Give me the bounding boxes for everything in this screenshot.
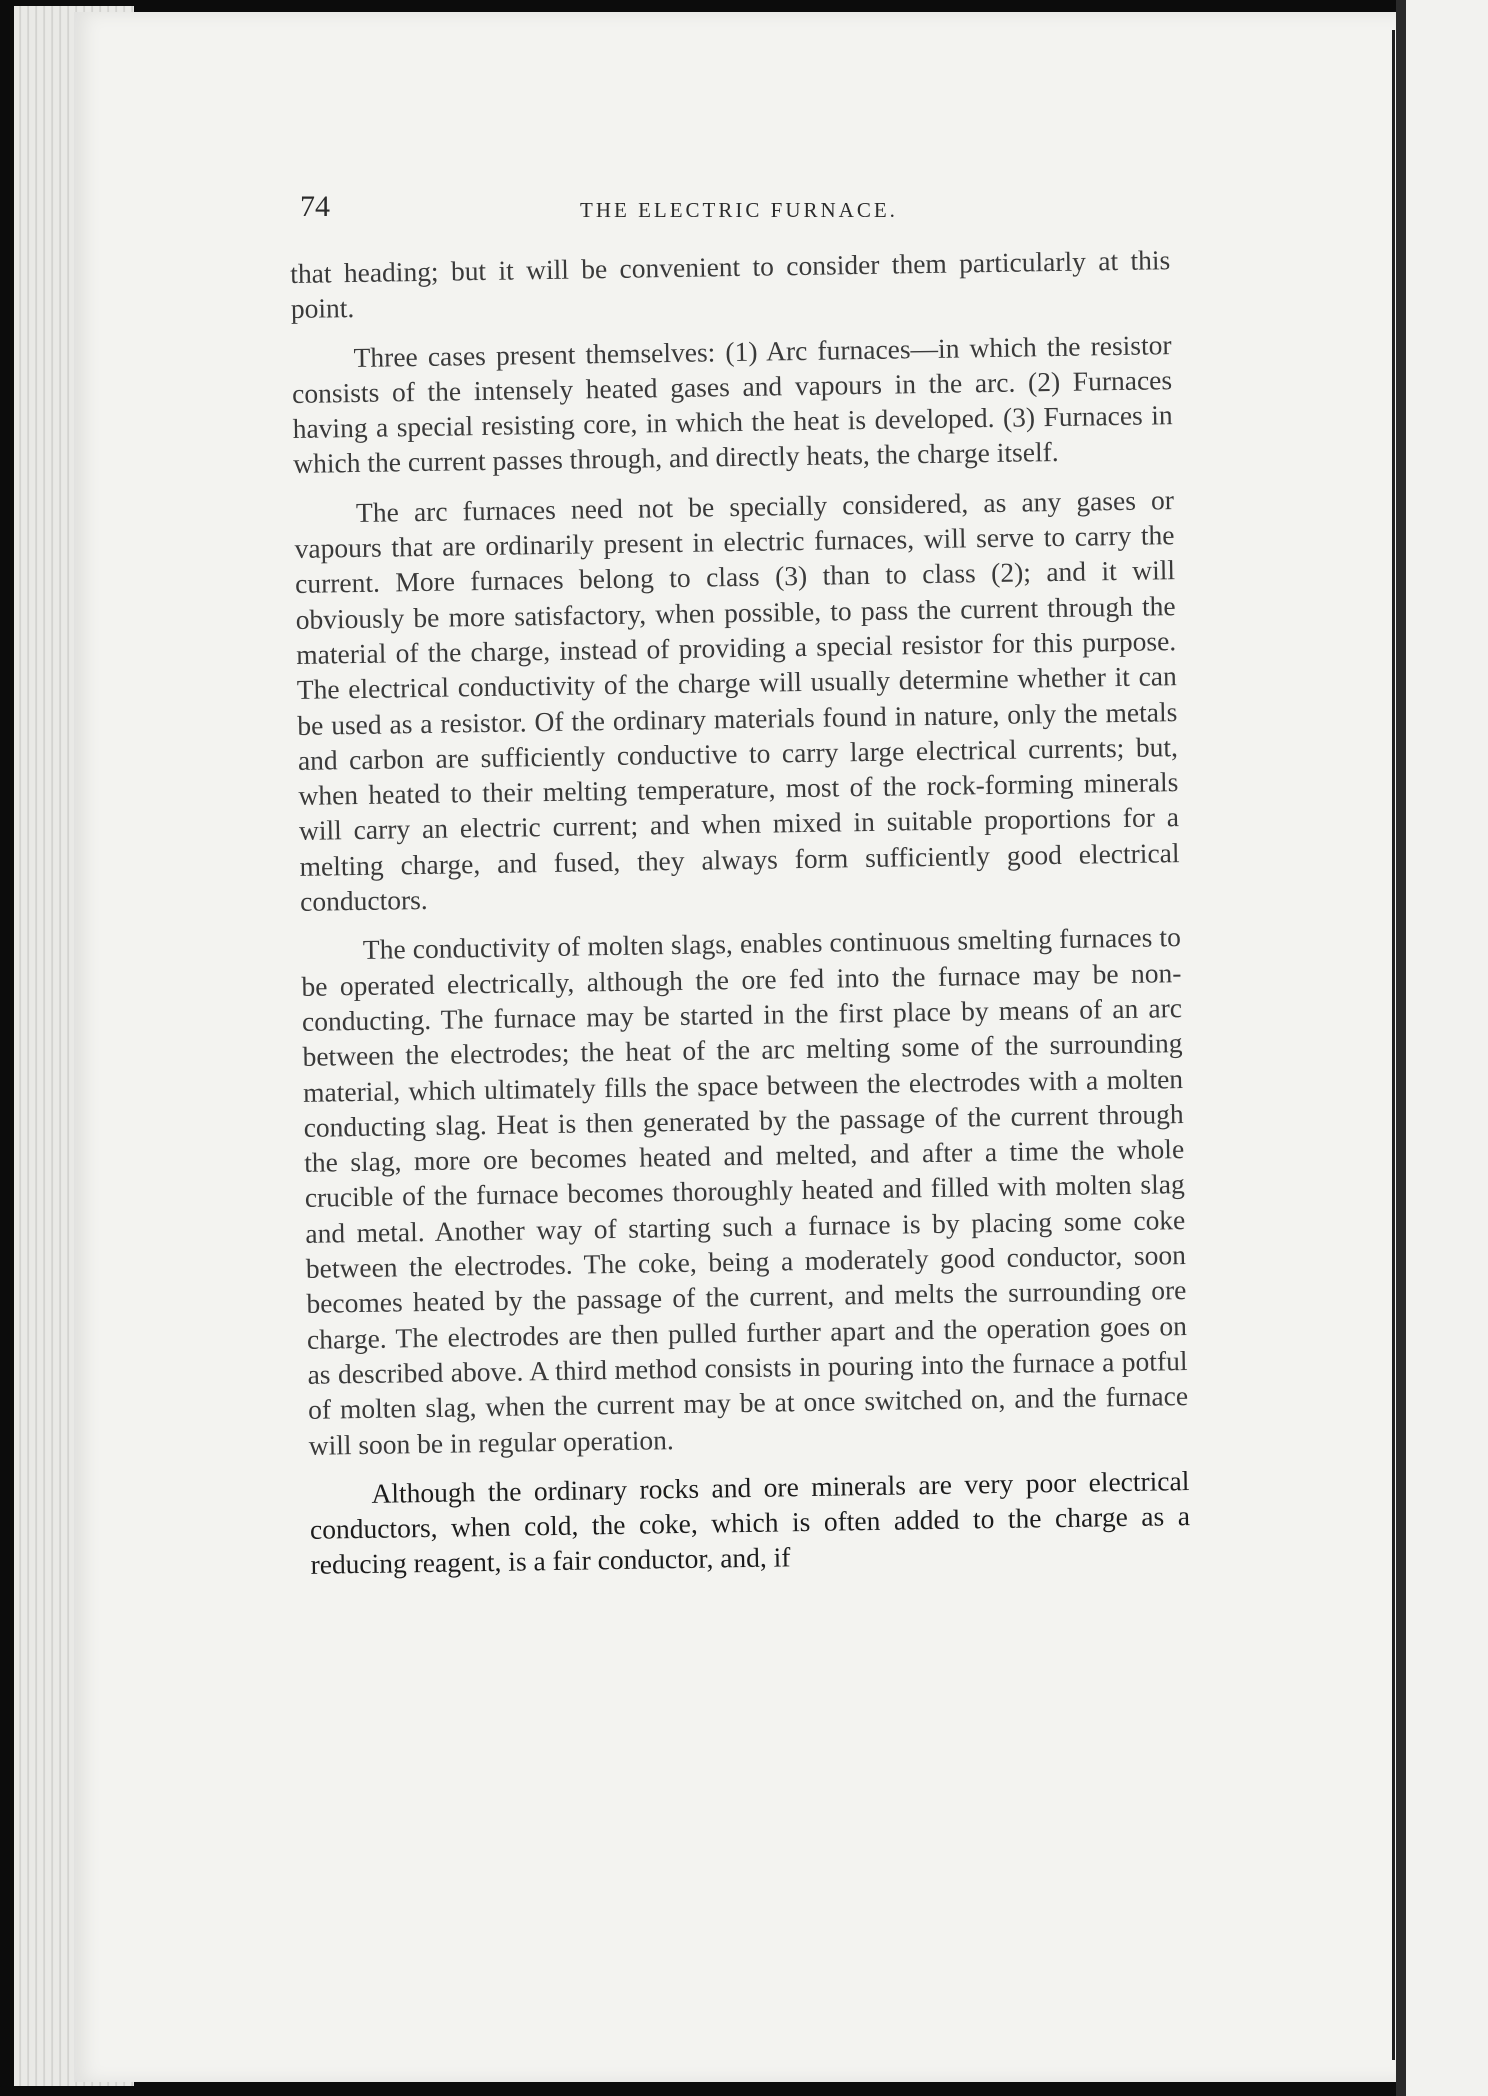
facing-page-edge [1406,0,1488,2096]
paragraph: Although the ordinary rocks and ore minerals are very poor electrical conductors, when cold, the coke, which is often added to the charge as a reducing reagent, is a fair conductor, and, if [309,1464,1191,1581]
page-header [300,190,1180,230]
binding-gutter [1396,0,1406,2096]
paragraph: The conductivity of molten slags, enables continuous smelting furnaces to be operated electrically, although the ore fed into the furnace may be non-conducting. The furnace may be started in the first place by means of an arc between the electrodes; the heat of the arc melting some of the surrounding material, which ultimately fills the space between the electrodes with a molten conducting slag. Heat is then generated by the passage of the current through the slag, more ore becomes heated and melted, and after a time the whole crucible of the furnace becomes thoroughly heated and filled with molten slag and metal. Another way of starting such a furnace is by placing some coke between the electrodes. The coke, being a moderately good conductor, soon becomes heated by the passage of the current, and melts the surrounding ore charge. The electrodes are then pulled further apart and the operation goes on as described above. A third method consists in pouring into the furnace a potful of molten slag, when the current may be at once switched on, and the furnace will soon be in regular operation. [301,921,1189,1461]
paragraph: The arc furnaces need not be specially considered, as any gases or vapours that are ordinarily present in electric furnaces, will serve to carry the current. More furnaces belong to class (3) than to class (2); and it will obviously be more satisfactory, when possible, to pass the current through the material of the charge, instead of providing a special resistor for this purpose. The electrical conductivity of the charge will usually determine whether it can be used as a resistor. Of the ordinary materials found in nature, only the metals and carbon are sufficiently conductive to carry large electrical currents; but, when heated to their melting temperature, most of the rock-forming minerals will carry an electric current; and when mixed in suitable proportions for a melting charge, and fused, they always form sufficiently good electrical conductors. [294,483,1180,917]
running-head: THE ELECTRIC FURNACE. [580,198,898,222]
paragraph: that heading; but it will be convenient to consider them particularly at this point. [290,244,1171,325]
page-edge-shadow [1392,30,1395,2060]
body-text [290,242,1191,1596]
page-number: 74 [300,190,330,223]
paragraph: Three cases present themselves: (1) Arc furnaces—in which the resistor consists of the intensely heated gases and vapours in the arc. (2) Furnaces having a special resisting core, in which the heat is developed. (3) Furnaces in which the current passes through, and directly heats, the charge itself. [291,328,1173,480]
